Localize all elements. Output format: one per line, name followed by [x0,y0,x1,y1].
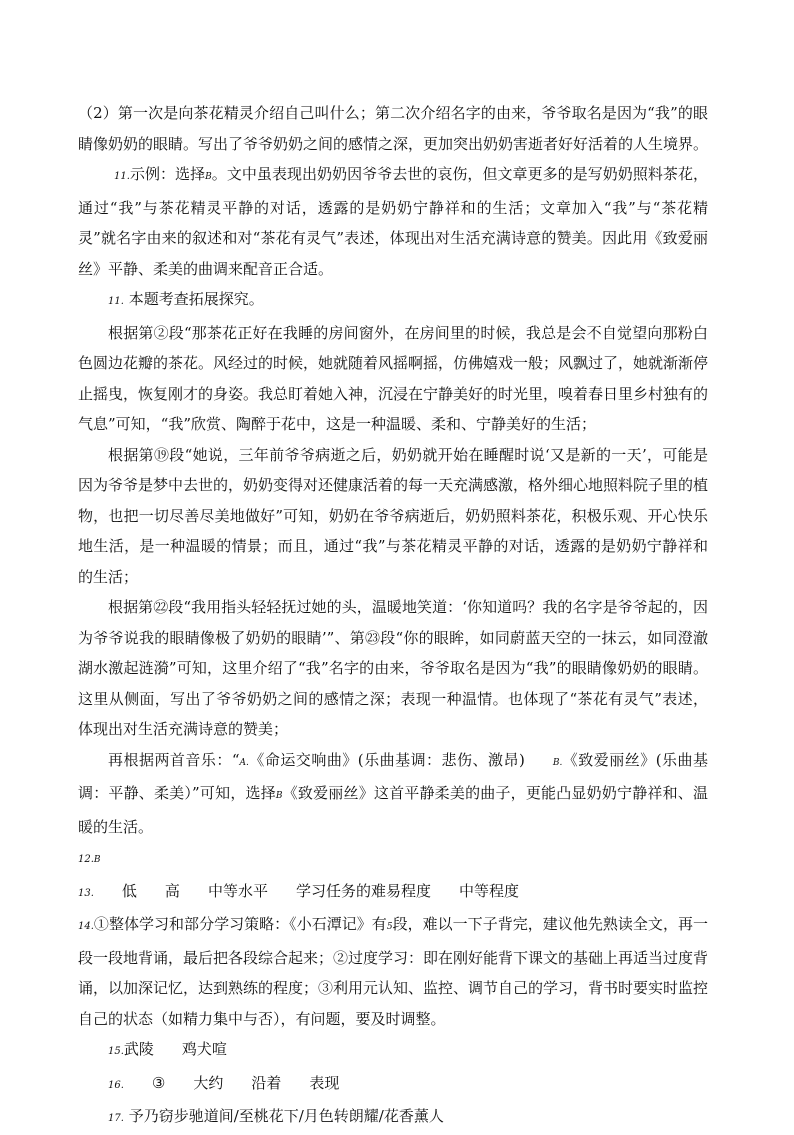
blank-answer: 大约 [193,1073,224,1092]
blank-answer: ③ [151,1073,166,1092]
blank-answer: 低 [121,881,137,900]
question-number: 12. [78,854,94,865]
paragraph-text: 本题考查拓展探究。 [128,290,264,308]
blank-answer: 武陵 [123,1040,154,1058]
answer-13 [78,876,708,910]
option-letter: B. [552,757,563,768]
question-number: 16. [108,1079,124,1091]
blank-answer: 中等水平 [207,881,268,900]
analysis-paragraph: 根据第②段“那茶花正好在我睡的房间窗外，在房间里的时候，我总是会不自觉望向那粉白色圆边花瓣的茶花。风经过的时候，她就随着风摇啊摇，仿佛嬉戏一般；风飘过了，她就渐渐停止摇曳，恢复刚才的身姿。我总盯着她入神，沉浸在宁静美好的时光里，嗅着春日里乡村独有的气息”可知，“我”欣赏、陶醉于花中，这是一种温暖、柔和、宁静美好的生活； [78,323,709,433]
blank-answer: 学习任务的难易程度 [295,881,431,900]
paragraph-text: 第一次是向茶花精灵介绍自己叫什么；第二次介绍名字的由来，爷爷取名是因为“我”的眼睛像奶奶的眼睛。写出了爷爷奶奶之间的感情之深，更加突出奶奶害逝者好好活着的人生境界。 [78,104,709,153]
question-number: 11. [114,171,130,182]
answer-14: 14.①整体学习和部分学习策略：《小石潭记》有5段，难以一下子背完，建议他先熟读全文，再一段一段地背诵，最后把各段综合起来；②过度学习：即在刚好能背下课文的基础上再适当过度背诵，以加深记忆，达到熟练的程度；③利用元认知、监控、调节自己的学习，背书时要实时监控自己的状态（如精力集中与否），有问题，要及时调整。 [78,915,709,1028]
blank-answer: 中等程度 [458,881,519,900]
question-number: 13. [78,887,94,899]
answer-16 [78,1068,708,1102]
paragraph-text: 。文中虽表现出奶奶因爷爷去世的哀伤，但文章更多的是写奶奶照料茶花，通过“我”与茶花精灵平静的对话，透露的是奶奶宁静祥和的生活；文章加入“我”与“茶花精灵”就名字由来的叙述和对“茶花有灵气”表述，体现出对生活充满诗意的赞美。因此用《致爱丽丝》平静、柔美的曲调来配音正合适。 [78,165,708,278]
option-letter: B [205,172,212,182]
blank-answer: 高 [164,881,180,900]
number-italic: 5 [386,922,393,932]
question-number: 11. [108,296,124,307]
analysis-paragraph-music: 再根据两首音乐：“A.《命运交响曲》(乐曲基调：悲伤、激昂) B.《致爱丽丝》(乐曲基调：平静、柔美）”可知，选择B《致爱丽丝》这首平静柔美的曲子，更能凸显奶奶宁静祥和、温暖的生活。 [78,750,709,836]
answer-12 [78,842,708,876]
question-number: 15. [108,1046,124,1057]
analysis-paragraph: 根据第㉒段“我用指头轻轻抚过她的头，温暖地笑道：‘你知道吗？我的名字是爷爷起的，因为爷爷说我的眼睛像极了奶奶的眼睛’”、第㉓段“你的眼眸，如同蔚蓝天空的一抹云，如同澄澈湖水激起涟漪”可知，这里介绍了“我”名字的由来，爷爷取名是因为“我”的眼睛像奶奶的眼睛。这里从侧面，写出了爷爷奶奶之间的感情之深；表现一种温情。也体现了“茶花有灵气”表述，体现出对生活充满诗意的赞美； [78,598,708,738]
answer-17 [78,1101,708,1135]
question-11-intro [78,284,708,318]
question-number: 14. [78,921,94,932]
blank-answer: 表现 [309,1073,340,1092]
sub-number: （2） [78,104,118,122]
blank-answer: 鸡犬喧 [181,1040,227,1058]
answer-15 [78,1034,708,1068]
answer-paragraph-10-2 [78,98,708,284]
paragraph-text: 予乃窃步驰道间/至桃花下/月色转朗耀/花香薰人 [128,1107,444,1125]
option-letter: B [275,791,283,801]
question-number: 17. [108,1113,124,1124]
analysis-paragraph: 根据第⑲段“她说，三年前爷爷病逝之后，奶奶就开始在睡醒时说‘又是新的一天’，可能是因为爷爷是梦中去世的，奶奶变得对还健康活着的每一天充满感激，格外细心地照料院子里的植物，也把一切尽善尽美地做好”可知，奶奶在爷爷病逝后，奶奶照料茶花，积极乐观、开心快乐地生活，是一种温暖的情景；而且，通过“我”与茶花精灵平静的对话，透露的是奶奶宁静祥和的生活； [78,445,709,586]
answer-letter: B [93,855,101,865]
option-letter: A. [239,757,249,768]
paragraph-text: 示例：选择 [129,165,206,183]
blank-answer: 沿着 [251,1073,282,1092]
